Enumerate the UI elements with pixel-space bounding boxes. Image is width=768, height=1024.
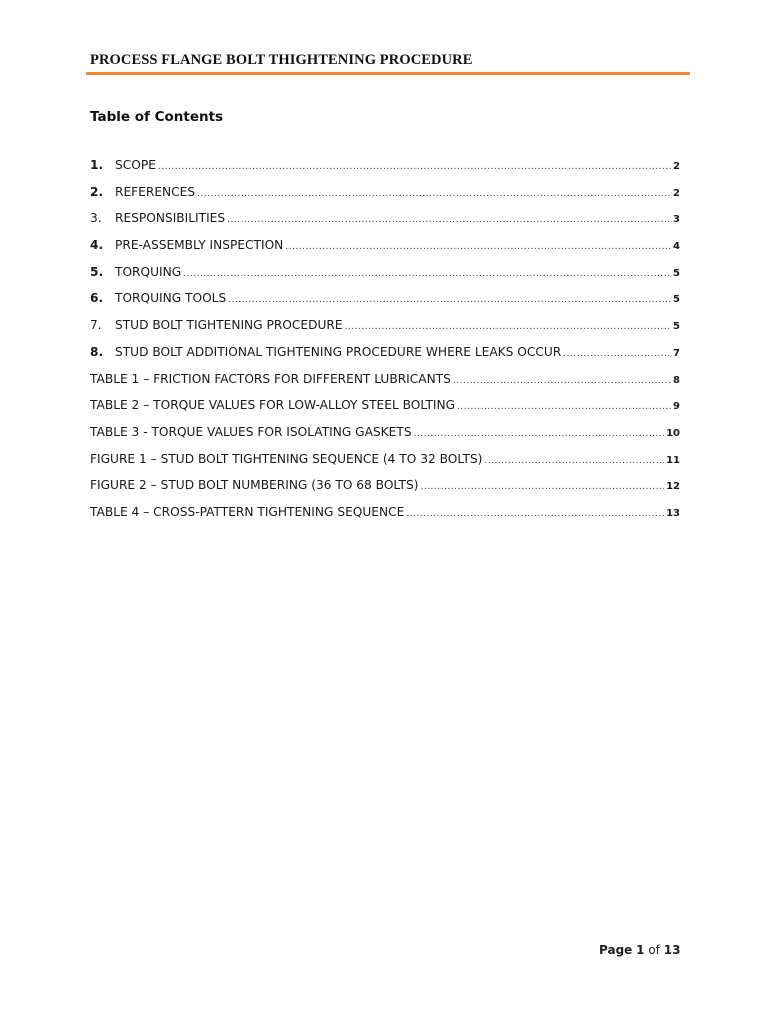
toc-entry-label: PRE-ASSEMBLY INSPECTION	[115, 238, 284, 253]
toc-entry-page: 7	[673, 347, 680, 359]
toc-entry-page: 10	[666, 427, 680, 439]
toc-entry-stud-bolt-tightening-procedure[interactable]	[90, 318, 680, 345]
toc-entry-figure-1[interactable]	[90, 452, 680, 479]
toc-entry-additional-tightening-procedure[interactable]	[90, 345, 680, 372]
header-rule	[86, 72, 690, 75]
toc-entry-label: RESPONSIBILITIES	[115, 211, 226, 226]
toc-entry-page: 3	[673, 214, 680, 226]
toc-entry-number: 4.	[90, 238, 104, 253]
page-number-footer	[599, 943, 680, 957]
toc-entry-pre-assembly-inspection[interactable]	[90, 238, 680, 265]
toc-entry-references[interactable]	[90, 185, 680, 212]
toc-entry-figure-2[interactable]	[90, 478, 680, 505]
toc-entry-page: 2	[673, 187, 680, 199]
toc-entry-number: 8.	[90, 344, 104, 359]
document-header-title: PROCESS FLANGE BOLT THIGHTENING PROCEDURE	[90, 52, 473, 68]
toc-entry-number: 5.	[90, 264, 104, 279]
toc-entry-label: TABLE 4 – CROSS-PATTERN TIGHTENING SEQUENCE	[90, 504, 405, 519]
toc-entry-page: 5	[673, 321, 680, 333]
toc-entry-table-1[interactable]	[90, 372, 680, 399]
toc-entry-label: TABLE 1 – FRICTION FACTORS FOR DIFFERENT LUBRICANTS	[90, 371, 451, 386]
toc-entry-page: 4	[673, 241, 680, 253]
toc-dot-leader	[484, 456, 664, 466]
toc-entry-label: FIGURE 1 – STUD BOLT TIGHTENING SEQUENCE (4 TO 32 BOLTS)	[90, 451, 483, 466]
toc-entry-label: FIGURE 2 – STUD BOLT NUMBERING (36 TO 68 BOLTS)	[90, 478, 419, 493]
toc-entry-table-2[interactable]	[90, 398, 680, 425]
toc-dot-leader	[453, 376, 671, 386]
footer-of-word: of	[648, 943, 660, 957]
toc-entry-page: 9	[673, 401, 680, 413]
toc-entry-page: 11	[666, 454, 680, 466]
toc-dot-leader	[197, 189, 671, 199]
toc-entry-page: 2	[673, 161, 680, 172]
toc-entry-label: STUD BOLT ADDITIONAL TIGHTENING PROCEDURE WHERE LEAKS OCCUR	[115, 344, 562, 359]
toc-dot-leader	[457, 402, 671, 412]
toc-dot-leader	[285, 242, 671, 252]
toc-entry-label: STUD BOLT TIGHTENING PROCEDURE	[115, 318, 343, 333]
toc-dot-leader	[228, 295, 671, 305]
toc-entry-label: TABLE 3 - TORQUE VALUES FOR ISOLATING GASKETS	[90, 424, 412, 439]
toc-entry-table-4[interactable]	[90, 505, 680, 532]
toc-entry-page: 5	[673, 267, 680, 279]
toc-dot-leader	[345, 322, 671, 332]
toc-entry-torquing[interactable]	[90, 265, 680, 292]
toc-entry-page: 8	[673, 374, 680, 386]
toc-entry-label: SCOPE	[115, 158, 156, 172]
toc-title: Table of Contents	[90, 109, 224, 125]
toc-entry-label: TABLE 2 – TORQUE VALUES FOR LOW-ALLOY STEEL BOLTING	[90, 398, 456, 413]
footer-total-pages: 13	[663, 943, 681, 957]
toc-dot-leader	[158, 162, 671, 172]
toc-dot-leader	[227, 215, 671, 225]
toc-dot-leader	[414, 429, 665, 439]
toc-dot-leader	[420, 482, 664, 492]
footer-page-word: Page	[599, 943, 633, 957]
toc-entry-number: 6.	[90, 291, 104, 306]
toc-entry-page: 5	[673, 294, 680, 306]
toc-entry-scope[interactable]	[90, 158, 680, 185]
footer-current-page: 1	[636, 943, 645, 957]
toc-list	[90, 158, 680, 532]
toc-entry-label: TORQUING TOOLS	[115, 291, 227, 306]
toc-entry-number: 1.	[90, 158, 104, 172]
toc-entry-number: 2.	[90, 184, 104, 199]
toc-entry-number: 7.	[90, 318, 102, 333]
toc-entry-table-3[interactable]	[90, 425, 680, 452]
toc-dot-leader	[183, 269, 671, 279]
toc-entry-responsibilities[interactable]	[90, 211, 680, 238]
toc-entry-torquing-tools[interactable]	[90, 291, 680, 318]
toc-entry-label: TORQUING	[115, 264, 182, 279]
toc-entry-page: 12	[666, 481, 680, 493]
toc-entry-number: 3.	[90, 211, 102, 226]
toc-dot-leader	[406, 509, 664, 519]
toc-entry-label: REFERENCES	[115, 184, 196, 199]
toc-dot-leader	[563, 349, 671, 359]
toc-entry-page: 13	[666, 507, 680, 519]
